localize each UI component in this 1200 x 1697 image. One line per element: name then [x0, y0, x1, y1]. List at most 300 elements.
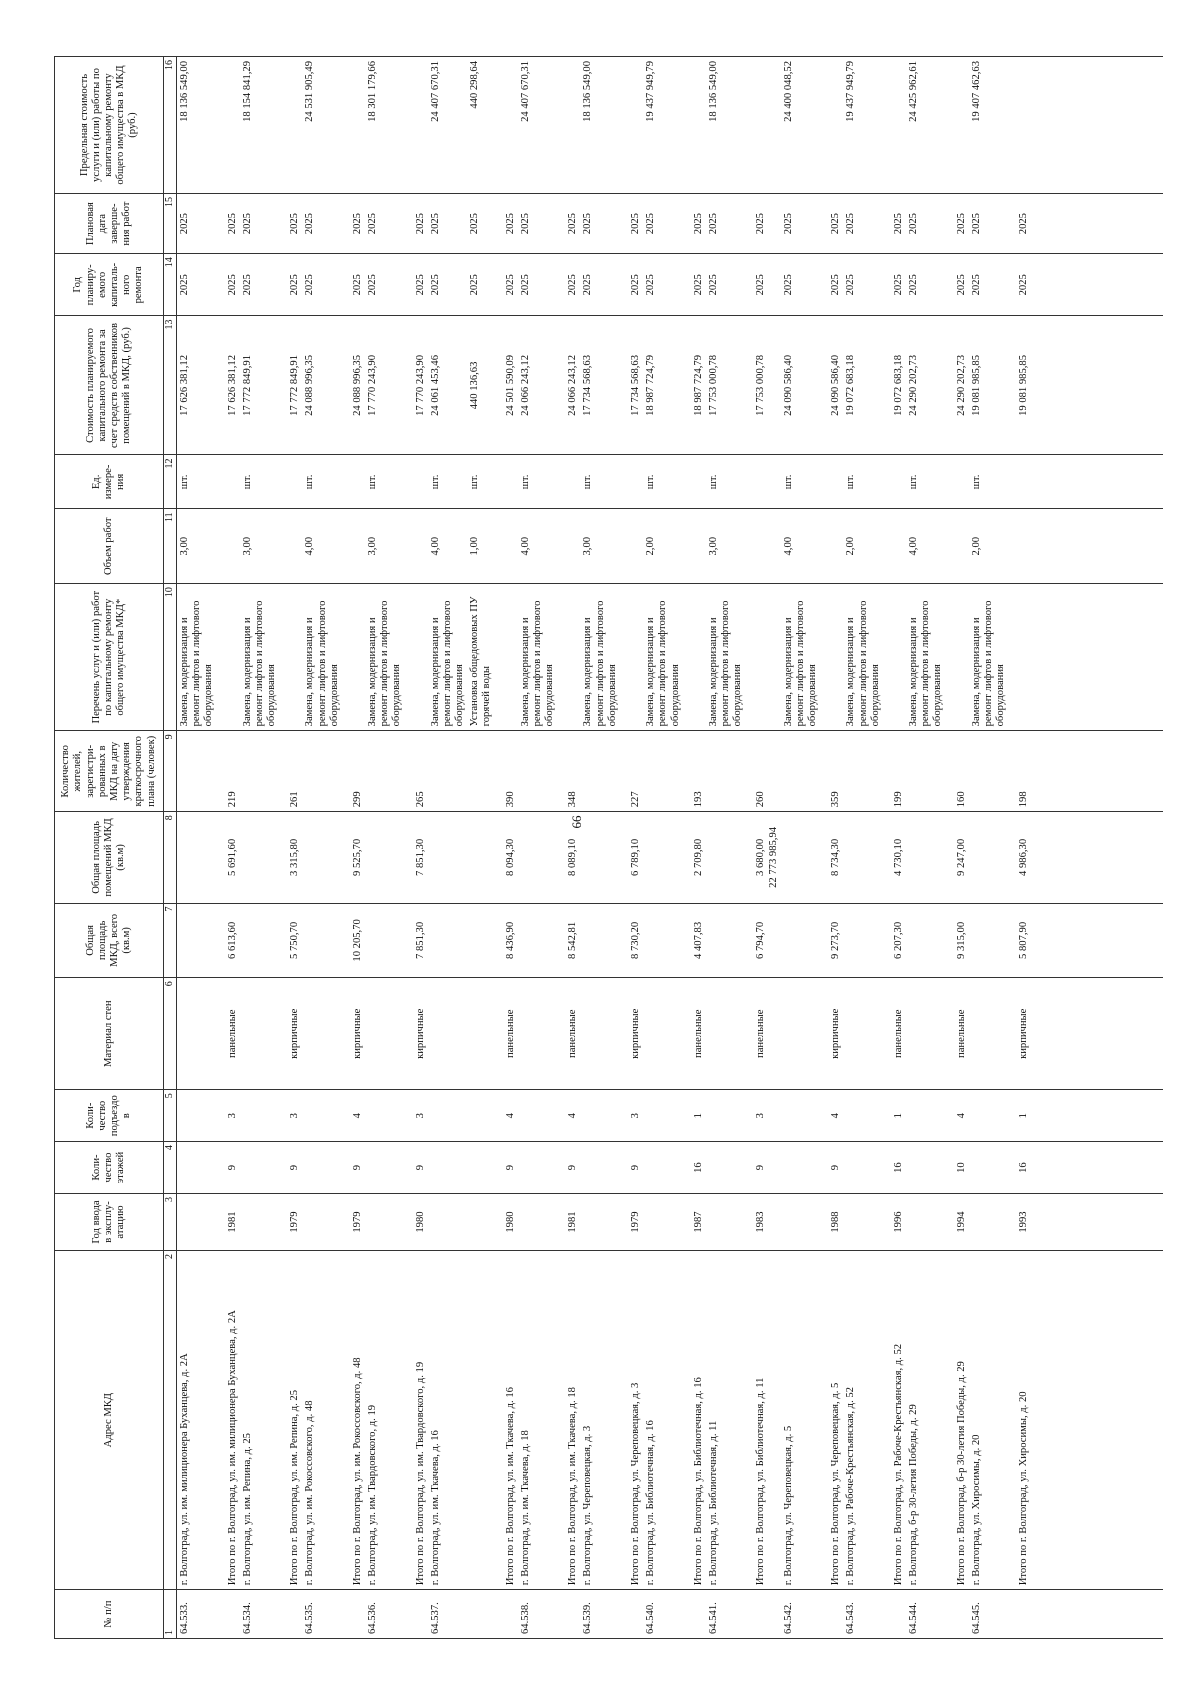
cell-empty	[580, 1193, 620, 1250]
cell-address: Итого по г. Волгоград, ул. им. Твардовского, д. 19	[405, 1251, 428, 1590]
cell-empty	[683, 1590, 706, 1639]
cell-num: 64.545.	[969, 1590, 1009, 1639]
cell-limit: 24 425 962,61	[906, 57, 946, 194]
cell-year: 2025	[683, 254, 706, 316]
cell-cost: 24 290 202,73	[946, 316, 969, 455]
cell-area-total: 8 436,90	[495, 903, 518, 978]
cell-empty	[177, 731, 217, 812]
cell-year: 2025	[843, 254, 883, 316]
cell-cost: 18 987 724,79	[683, 316, 706, 455]
cell-empty	[302, 1142, 342, 1194]
cell-empty	[279, 57, 302, 194]
cell-work: Замена, модернизация и ремонт лифтов и лифтового оборудования	[706, 584, 746, 731]
table-row	[906, 57, 946, 1639]
cell-empty	[405, 509, 428, 584]
cell-year-built: 1980	[495, 1193, 518, 1250]
column-header: Количество жителей, зарегистри-рованных в МКД на дату утверждения краткосрочного плана (человек)	[55, 731, 164, 812]
cell-empty	[683, 57, 706, 194]
cell-empty	[781, 1142, 821, 1194]
cell-entrances: 3	[405, 1090, 428, 1142]
cell-empty	[342, 57, 365, 194]
cell-limit: 440 298,64	[467, 57, 494, 194]
cell-entrances: 4	[495, 1090, 518, 1142]
cell-empty	[217, 509, 240, 584]
cell-empty	[240, 812, 280, 903]
cell-empty	[302, 731, 342, 812]
cell-num: 64.544.	[906, 1590, 946, 1639]
cell-empty	[365, 1193, 405, 1250]
cell-empty	[428, 903, 468, 978]
table-row-total	[620, 57, 643, 1639]
cell-num: 64.535.	[302, 1590, 342, 1639]
cell-empty	[405, 455, 428, 509]
cell-limit: 18 154 841,29	[240, 57, 280, 194]
cell-volume: 4,00	[906, 509, 946, 584]
cell-empty	[969, 1193, 1009, 1250]
column-header: Ед. измере-ния	[55, 455, 164, 509]
cell-end: 2025	[240, 194, 280, 254]
cell-walls: панельные	[946, 978, 969, 1090]
cell-empty	[518, 903, 558, 978]
table-row-total	[745, 57, 780, 1639]
cell-empty	[518, 978, 558, 1090]
cell-unit: шт.	[302, 455, 342, 509]
cell-floors: 10	[946, 1142, 969, 1194]
cell-end: 2025	[495, 194, 518, 254]
cell-empty	[1031, 316, 1163, 455]
cell-empty	[820, 1590, 843, 1639]
cell-residents: 348	[557, 731, 580, 812]
table-row-empty	[1031, 57, 1163, 1639]
cell-year-built: 1987	[683, 1193, 706, 1250]
column-header: Год ввода в эксплу-атацию	[55, 1193, 164, 1250]
cell-walls: панельные	[883, 978, 906, 1090]
cell-unit: шт.	[467, 455, 494, 509]
cell-empty	[177, 903, 217, 978]
cell-empty	[495, 57, 518, 194]
cell-unit: шт.	[969, 455, 1009, 509]
cell-empty	[745, 455, 780, 509]
cell-empty	[843, 1142, 883, 1194]
cell-empty	[781, 1193, 821, 1250]
cell-area-total: 9 315,00	[946, 903, 969, 978]
cell-limit: 18 136 549,00	[706, 57, 746, 194]
cell-area-total: 7 851,30	[405, 903, 428, 978]
cell-empty	[1031, 1090, 1163, 1142]
column-number: 5	[164, 1090, 177, 1142]
cell-year: 2025	[405, 254, 428, 316]
cell-empty	[906, 903, 946, 978]
cell-empty	[557, 584, 580, 731]
cell-end: 2025	[428, 194, 468, 254]
cell-year-built: 1979	[342, 1193, 365, 1250]
cell-unit: шт.	[177, 455, 217, 509]
cell-entrances: 1	[1008, 1090, 1031, 1142]
cell-empty	[1031, 584, 1163, 731]
cell-num: 64.537.	[428, 1590, 468, 1639]
cell-num: 64.538.	[518, 1590, 558, 1639]
cell-residents: 265	[405, 731, 428, 812]
cell-floors: 9	[217, 1142, 240, 1194]
cell-year: 2025	[969, 254, 1009, 316]
cell-year: 2025	[217, 254, 240, 316]
cell-empty	[906, 1193, 946, 1250]
cell-cost: 19 081 985,85	[1008, 316, 1031, 455]
column-number-row	[164, 57, 177, 1639]
cell-walls: кирпичные	[405, 978, 428, 1090]
cell-cost: 24 066 243,12	[518, 316, 558, 455]
cell-area-rooms: 2 709,80	[683, 812, 706, 903]
cell-address: г. Волгоград, ул. им. Репина, д. 25	[240, 1251, 280, 1590]
cell-end: 2025	[557, 194, 580, 254]
cell-area-total: 10 205,70	[342, 903, 365, 978]
cell-year: 2025	[428, 254, 468, 316]
cell-address: г. Волгоград, ул. им. Ткачева, д. 16	[428, 1251, 468, 1590]
cell-empty	[781, 731, 821, 812]
cell-address: г. Волгоград, ул. Библиотечная, д. 11	[706, 1251, 746, 1590]
column-header: Объем работ	[55, 509, 164, 584]
cell-end: 2025	[342, 194, 365, 254]
cell-cost: 17 772 849,91	[240, 316, 280, 455]
cell-end: 2025	[177, 194, 217, 254]
cell-end: 2025	[302, 194, 342, 254]
cell-volume: 4,00	[428, 509, 468, 584]
cell-volume: 3,00	[365, 509, 405, 584]
cell-empty	[405, 1590, 428, 1639]
cell-entrances: 3	[620, 1090, 643, 1142]
cell-num: 64.534.	[240, 1590, 280, 1639]
cell-floors: 9	[279, 1142, 302, 1194]
column-header: Общая площадь помещений МКД (кв.м)	[55, 812, 164, 903]
cell-empty	[240, 1193, 280, 1250]
column-header: Плановая дата заверше-ния работ	[55, 194, 164, 254]
cell-end: 2025	[279, 194, 302, 254]
cell-empty	[1008, 455, 1031, 509]
table-row-total	[820, 57, 843, 1639]
cell-area-rooms: 7 851,30	[405, 812, 428, 903]
cell-empty	[342, 584, 365, 731]
table-row	[428, 57, 468, 1639]
cell-residents: 260	[745, 731, 780, 812]
cell-empty	[1031, 1590, 1163, 1639]
cell-cost: 24 090 586,40	[820, 316, 843, 455]
cell-empty	[217, 1590, 240, 1639]
cell-empty	[467, 812, 494, 903]
cell-end: 2025	[820, 194, 843, 254]
column-number: 16	[164, 57, 177, 194]
cell-empty	[580, 812, 620, 903]
cell-cost: 24 061 453,46	[428, 316, 468, 455]
cell-cost: 24 088 996,35	[342, 316, 365, 455]
cell-empty	[1031, 978, 1163, 1090]
column-number: 1	[164, 1590, 177, 1639]
cell-year: 2025	[557, 254, 580, 316]
cell-empty	[467, 903, 494, 978]
cell-empty	[706, 812, 746, 903]
table-body	[177, 57, 1164, 1639]
cell-address: Итого по г. Волгоград, ул. Хиросимы, д. 20	[1008, 1251, 1031, 1590]
cell-empty	[365, 1142, 405, 1194]
cell-work: Замена, модернизация и ремонт лифтов и лифтового оборудования	[643, 584, 683, 731]
cell-empty	[969, 978, 1009, 1090]
cell-empty	[557, 1590, 580, 1639]
cell-cost: 24 501 590,09	[495, 316, 518, 455]
cell-unit: шт.	[843, 455, 883, 509]
cell-walls: панельные	[217, 978, 240, 1090]
cell-area-rooms: 5 691,60	[217, 812, 240, 903]
cell-area-rooms: 8 734,30	[820, 812, 843, 903]
cell-cost: 17 770 243,90	[365, 316, 405, 455]
column-number: 15	[164, 194, 177, 254]
cell-floors: 9	[405, 1142, 428, 1194]
cell-cost: 24 090 586,40	[781, 316, 821, 455]
cell-empty	[1031, 57, 1163, 194]
cell-work: Замена, модернизация и ремонт лифтов и лифтового оборудования	[240, 584, 280, 731]
cell-area-rooms: 4 986,30	[1008, 812, 1031, 903]
cell-end: 2025	[467, 194, 494, 254]
cell-empty	[906, 731, 946, 812]
cell-area-rooms	[745, 812, 780, 903]
cell-empty	[946, 455, 969, 509]
cell-work: Замена, модернизация и ремонт лифтов и лифтового оборудования	[428, 584, 468, 731]
cell-empty	[365, 812, 405, 903]
cell-empty	[946, 509, 969, 584]
cell-entrances: 4	[820, 1090, 843, 1142]
cell-cost: 440 136,63	[467, 316, 494, 455]
column-number: 10	[164, 584, 177, 731]
cell-empty	[706, 1090, 746, 1142]
cell-empty	[1008, 509, 1031, 584]
cell-volume: 3,00	[177, 509, 217, 584]
cell-walls: панельные	[557, 978, 580, 1090]
cell-floors: 16	[883, 1142, 906, 1194]
cell-empty	[781, 903, 821, 978]
cell-address: Итого по г. Волгоград, ул. им. Ткачева, д. 16	[495, 1251, 518, 1590]
table-row-total	[279, 57, 302, 1639]
cell-num: 64.541.	[706, 1590, 746, 1639]
cell-empty	[946, 57, 969, 194]
column-header: Год планиру-емого капиталь-ного ремонта	[55, 254, 164, 316]
cell-empty	[1008, 57, 1031, 194]
cell-empty	[405, 57, 428, 194]
cell-empty	[240, 978, 280, 1090]
cell-empty	[781, 812, 821, 903]
cell-year: 2025	[495, 254, 518, 316]
cell-cost: 24 088 996,35	[302, 316, 342, 455]
cell-walls: кирпичные	[620, 978, 643, 1090]
cell-area-rooms-extra: 22 773 985,94	[767, 826, 779, 888]
cell-walls: панельные	[745, 978, 780, 1090]
cell-floors: 16	[683, 1142, 706, 1194]
repair-plan-table	[54, 56, 1163, 1639]
cell-empty	[620, 584, 643, 731]
cell-work: Замена, модернизация и ремонт лифтов и лифтового оборудования	[580, 584, 620, 731]
cell-walls: панельные	[495, 978, 518, 1090]
cell-end: 2025	[906, 194, 946, 254]
cell-year: 2025	[342, 254, 365, 316]
cell-end: 2025	[217, 194, 240, 254]
cell-address: Итого по г. Волгоград, ул. Библиотечная, д. 11	[745, 1251, 780, 1590]
cell-work: Замена, модернизация и ремонт лифтов и лифтового оборудования	[518, 584, 558, 731]
cell-empty	[217, 57, 240, 194]
cell-empty	[365, 731, 405, 812]
cell-unit: шт.	[706, 455, 746, 509]
column-number: 2	[164, 1251, 177, 1590]
cell-empty	[1008, 584, 1031, 731]
cell-floors: 9	[342, 1142, 365, 1194]
cell-empty	[843, 1193, 883, 1250]
column-number: 3	[164, 1193, 177, 1250]
cell-residents: 299	[342, 731, 365, 812]
cell-year-built: 1981	[217, 1193, 240, 1250]
cell-empty	[643, 731, 683, 812]
cell-end: 2025	[946, 194, 969, 254]
cell-empty	[843, 903, 883, 978]
cell-address: Итого по г. Волгоград, ул. Рабоче-Крестьянская, д. 52	[883, 1251, 906, 1590]
cell-year: 2025	[906, 254, 946, 316]
cell-year: 2025	[706, 254, 746, 316]
cell-empty	[643, 903, 683, 978]
cell-empty	[843, 978, 883, 1090]
cell-address: Итого по г. Волгоград, б-р 30-летия Победы, д. 29	[946, 1251, 969, 1590]
cell-year-built: 1988	[820, 1193, 843, 1250]
cell-empty	[706, 731, 746, 812]
cell-empty	[495, 1590, 518, 1639]
cell-end: 2025	[781, 194, 821, 254]
cell-floors: 9	[745, 1142, 780, 1194]
cell-empty	[365, 978, 405, 1090]
cell-area-total: 8 730,20	[620, 903, 643, 978]
cell-address: Итого по г. Волгоград, ул. им. Репина, д. 25	[279, 1251, 302, 1590]
cell-empty	[683, 509, 706, 584]
cell-limit: 24 407 670,31	[428, 57, 468, 194]
cell-empty	[883, 57, 906, 194]
cell-empty	[706, 1142, 746, 1194]
cell-year: 2025	[781, 254, 821, 316]
cell-year: 2025	[467, 254, 494, 316]
column-number: 11	[164, 509, 177, 584]
cell-empty	[643, 812, 683, 903]
cell-address: г. Волгоград, ул. им. Рокоссовского, д. 48	[302, 1251, 342, 1590]
cell-empty	[883, 584, 906, 731]
cell-residents: 219	[217, 731, 240, 812]
cell-empty	[302, 1090, 342, 1142]
cell-empty	[1008, 1590, 1031, 1639]
cell-area-total: 8 542,81	[557, 903, 580, 978]
cell-year: 2025	[820, 254, 843, 316]
cell-work: Замена, модернизация и ремонт лифтов и лифтового оборудования	[781, 584, 821, 731]
cell-area-total: 9 273,70	[820, 903, 843, 978]
cell-walls: кирпичные	[1008, 978, 1031, 1090]
cell-end: 2025	[745, 194, 780, 254]
cell-empty	[580, 903, 620, 978]
cell-year-built: 1979	[279, 1193, 302, 1250]
cell-area-rooms: 9 525,70	[342, 812, 365, 903]
cell-end: 2025	[405, 194, 428, 254]
cell-empty	[1031, 509, 1163, 584]
cell-empty	[557, 57, 580, 194]
cell-entrances: 4	[342, 1090, 365, 1142]
cell-volume: 1,00	[467, 509, 494, 584]
cell-empty	[518, 1142, 558, 1194]
cell-empty	[1031, 194, 1163, 254]
cell-entrances: 1	[683, 1090, 706, 1142]
column-number: 4	[164, 1142, 177, 1194]
column-number: 9	[164, 731, 177, 812]
cell-empty	[342, 1590, 365, 1639]
cell-cost: 19 072 683,18	[883, 316, 906, 455]
cell-address	[467, 1251, 494, 1590]
cell-address: г. Волгоград, ул. Рабоче-Крестьянская, д. 52	[843, 1251, 883, 1590]
cell-end: 2025	[683, 194, 706, 254]
cell-year: 2025	[580, 254, 620, 316]
cell-volume: 2,00	[643, 509, 683, 584]
column-header: Стоимость планируемого капитального ремонта за счет средств собственников помещений в МКД, (руб.)	[55, 316, 164, 455]
cell-limit: 19 407 462,63	[969, 57, 1009, 194]
cell-empty	[302, 978, 342, 1090]
cell-empty	[518, 1090, 558, 1142]
cell-address: г. Волгоград, ул. им. милиционера Буханцева, д. 2А	[177, 1251, 217, 1590]
cell-entrances: 1	[883, 1090, 906, 1142]
cell-unit: шт.	[906, 455, 946, 509]
table-row	[240, 57, 280, 1639]
cell-address: г. Волгоград, ул. Библиотечная, д. 16	[643, 1251, 683, 1590]
cell-address: Итого по г. Волгоград, ул. Череповецкая, д. 5	[820, 1251, 843, 1590]
cell-limit: 18 136 549,00	[580, 57, 620, 194]
cell-empty	[279, 1590, 302, 1639]
table-row	[706, 57, 746, 1639]
cell-empty	[969, 812, 1009, 903]
cell-empty	[365, 1090, 405, 1142]
cell-limit: 19 437 949,79	[843, 57, 883, 194]
cell-empty	[557, 455, 580, 509]
cell-empty	[781, 1090, 821, 1142]
cell-year: 2025	[1008, 254, 1031, 316]
cell-floors: 9	[495, 1142, 518, 1194]
cell-cost: 17 753 000,78	[706, 316, 746, 455]
cell-end: 2025	[580, 194, 620, 254]
cell-empty	[1031, 1142, 1163, 1194]
column-header: Общая площадь МКД, всего (кв.м)	[55, 903, 164, 978]
cell-address: г. Волгоград, ул. Череповецкая, д. 5	[781, 1251, 821, 1590]
cell-floors: 9	[620, 1142, 643, 1194]
cell-residents: 160	[946, 731, 969, 812]
cell-area-total: 4 407,83	[683, 903, 706, 978]
cell-empty	[1031, 1193, 1163, 1250]
cell-empty	[428, 978, 468, 1090]
cell-volume: 4,00	[518, 509, 558, 584]
cell-cost: 17 770 243,90	[405, 316, 428, 455]
cell-empty	[969, 1090, 1009, 1142]
cell-area-rooms: 3 315,80	[279, 812, 302, 903]
cell-end: 2025	[518, 194, 558, 254]
cell-empty	[177, 1142, 217, 1194]
cell-area-total: 5 750,70	[279, 903, 302, 978]
column-number: 7	[164, 903, 177, 978]
cell-num: 64.539.	[580, 1590, 620, 1639]
cell-empty	[495, 584, 518, 731]
cell-empty	[620, 509, 643, 584]
cell-unit: шт.	[643, 455, 683, 509]
cell-limit: 19 437 949,79	[643, 57, 683, 194]
cell-empty	[177, 978, 217, 1090]
cell-cost: 17 772 849,91	[279, 316, 302, 455]
cell-limit: 24 400 048,52	[781, 57, 821, 194]
cell-volume: 4,00	[302, 509, 342, 584]
cell-year: 2025	[620, 254, 643, 316]
cell-empty	[467, 1193, 494, 1250]
cell-empty	[580, 1142, 620, 1194]
